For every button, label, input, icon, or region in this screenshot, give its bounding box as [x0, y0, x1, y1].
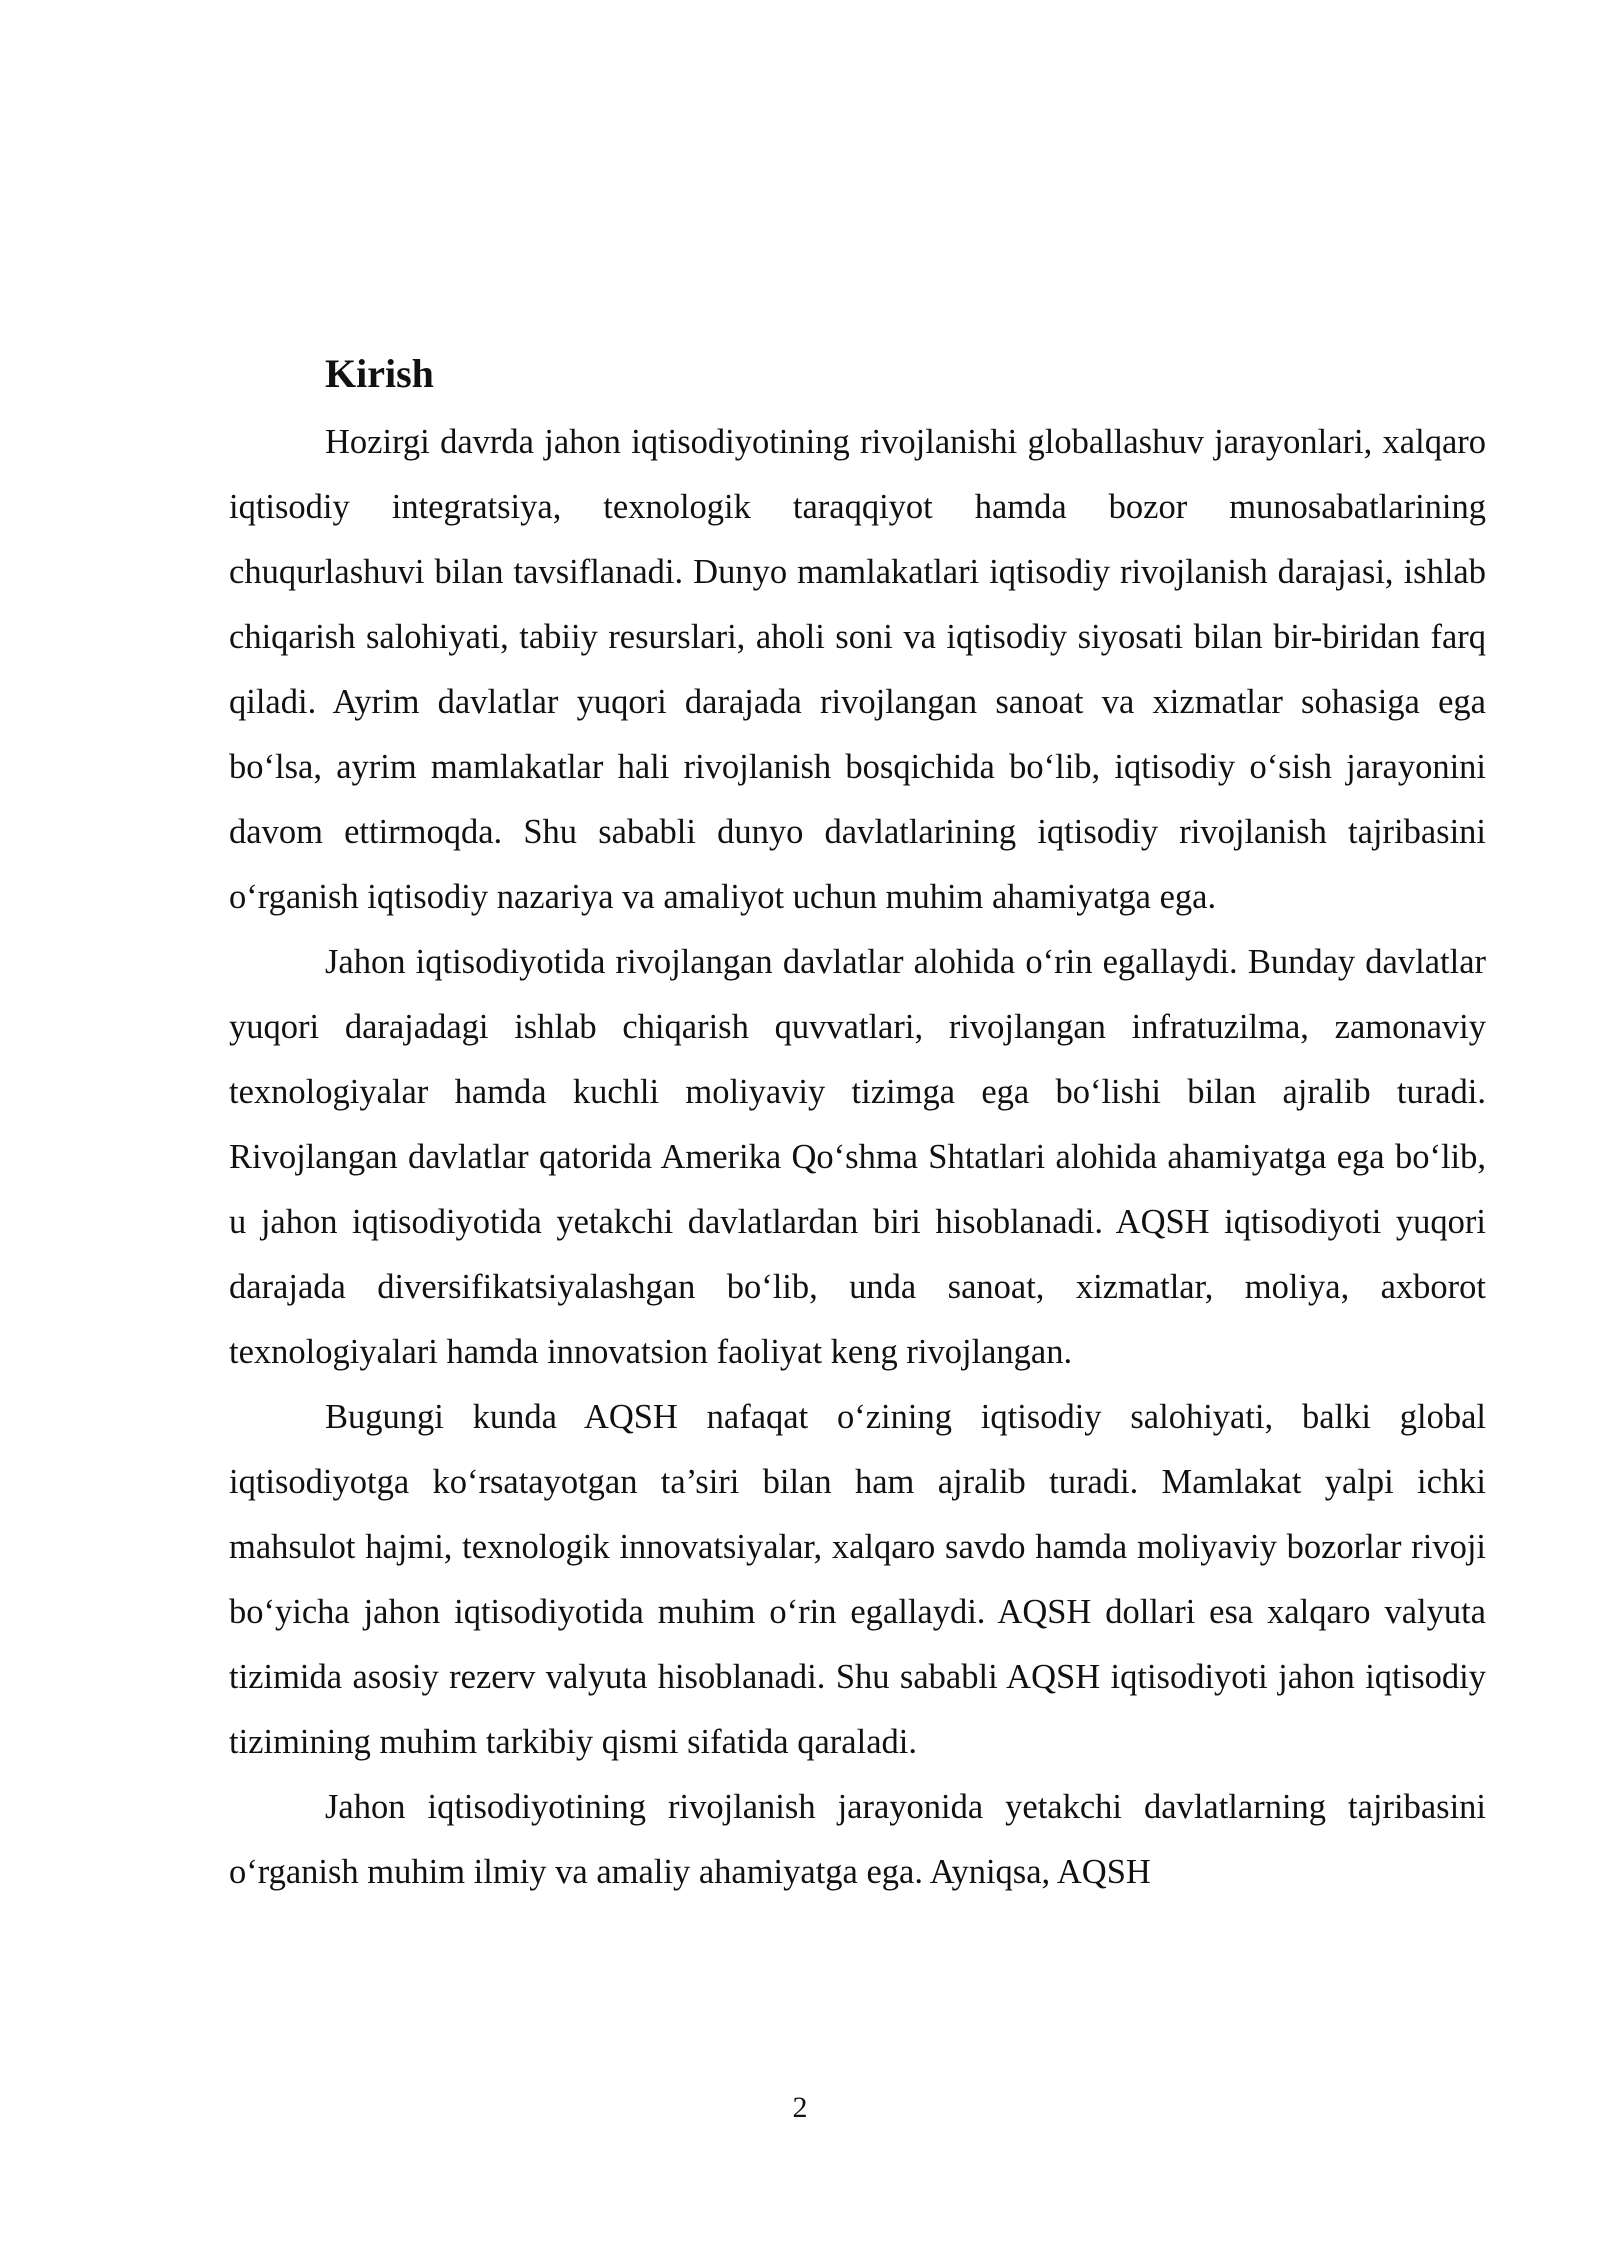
paragraph-1: Hozirgi davrda jahon iqtisodiyotining rivojlanishi globallashuv jarayonlari, xalqaro iqtisodiy integratsiya, texnologik taraqqiyot hamda bozor munosabatlarining chuqurlashuvi bilan tavsiflanadi. Dunyo mamlakatlari iqtisodiy rivojlanish darajasi, ishlab chiqarish salohiyati, tabiiy resurslari, aholi soni va iqtisodiy siyosati bilan bir-biridan farq qiladi. Ayrim davlatlar yuqori darajada rivojlangan sanoat va xizmatlar sohasiga ega bo‘lsa, ayrim mamlakatlar hali rivojlanish bosqichida bo‘lib, iqtisodiy o‘sish jarayonini davom ettirmoqda. Shu sababli dunyo davlatlarining iqtisodiy rivojlanish tajribasini o‘rganish iqtisodiy nazariya va amaliyot uchun muhim ahamiyatga ega. — [229, 423, 1486, 916]
paragraph-2: Jahon iqtisodiyotida rivojlangan davlatlar alohida o‘rin egallaydi. Bunday davlatlar yuqori darajadagi ishlab chiqarish quvvatlari, rivojlangan infratuzilma, zamonaviy texnologiyalar hamda kuchli moliyaviy tizimga ega bo‘lishi bilan ajralib turadi. Rivojlangan davlatlar qatorida Amerika Qo‘shma Shtatlari alohida ahamiyatga ega bo‘lib, u jahon iqtisodiyotida yetakchi davlatlardan biri hisoblanadi. AQSH iqtisodiyoti yuqori darajada diversifikatsiyalashgan bo‘lib, unda sanoat, xizmatlar, moliya, axborot texnologiyalari hamda innovatsion faoliyat keng rivojlangan. — [229, 943, 1486, 1371]
paragraph-4: Jahon iqtisodiyotining rivojlanish jarayonida yetakchi davlatlarning tajribasini o‘rganish muhim ilmiy va amaliy ahamiyatga ega. Ayniqsa, AQSH — [229, 1788, 1486, 1891]
page-content — [229, 338, 1486, 1905]
paragraph-3: Bugungi kunda AQSH nafaqat o‘zining iqtisodiy salohiyati, balki global iqtisodiyotga ko‘rsatayotgan ta’siri bilan ham ajralib turadi. Mamlakat yalpi ichki mahsulot hajmi, texnologik innovatsiyalar, xalqaro savdo hamda moliyaviy bozorlar rivoji bo‘yicha jahon iqtisodiyotida muhim o‘rin egallaydi. AQSH dollari esa xalqaro valyuta tizimida asosiy rezerv valyuta hisoblanadi. Shu sababli AQSH iqtisodiyoti jahon iqtisodiy tizimining muhim tarkibiy qismi sifatida qaraladi. — [229, 1398, 1486, 1761]
page-number: 2 — [792, 2091, 808, 2124]
section-heading: Kirish — [325, 351, 434, 396]
